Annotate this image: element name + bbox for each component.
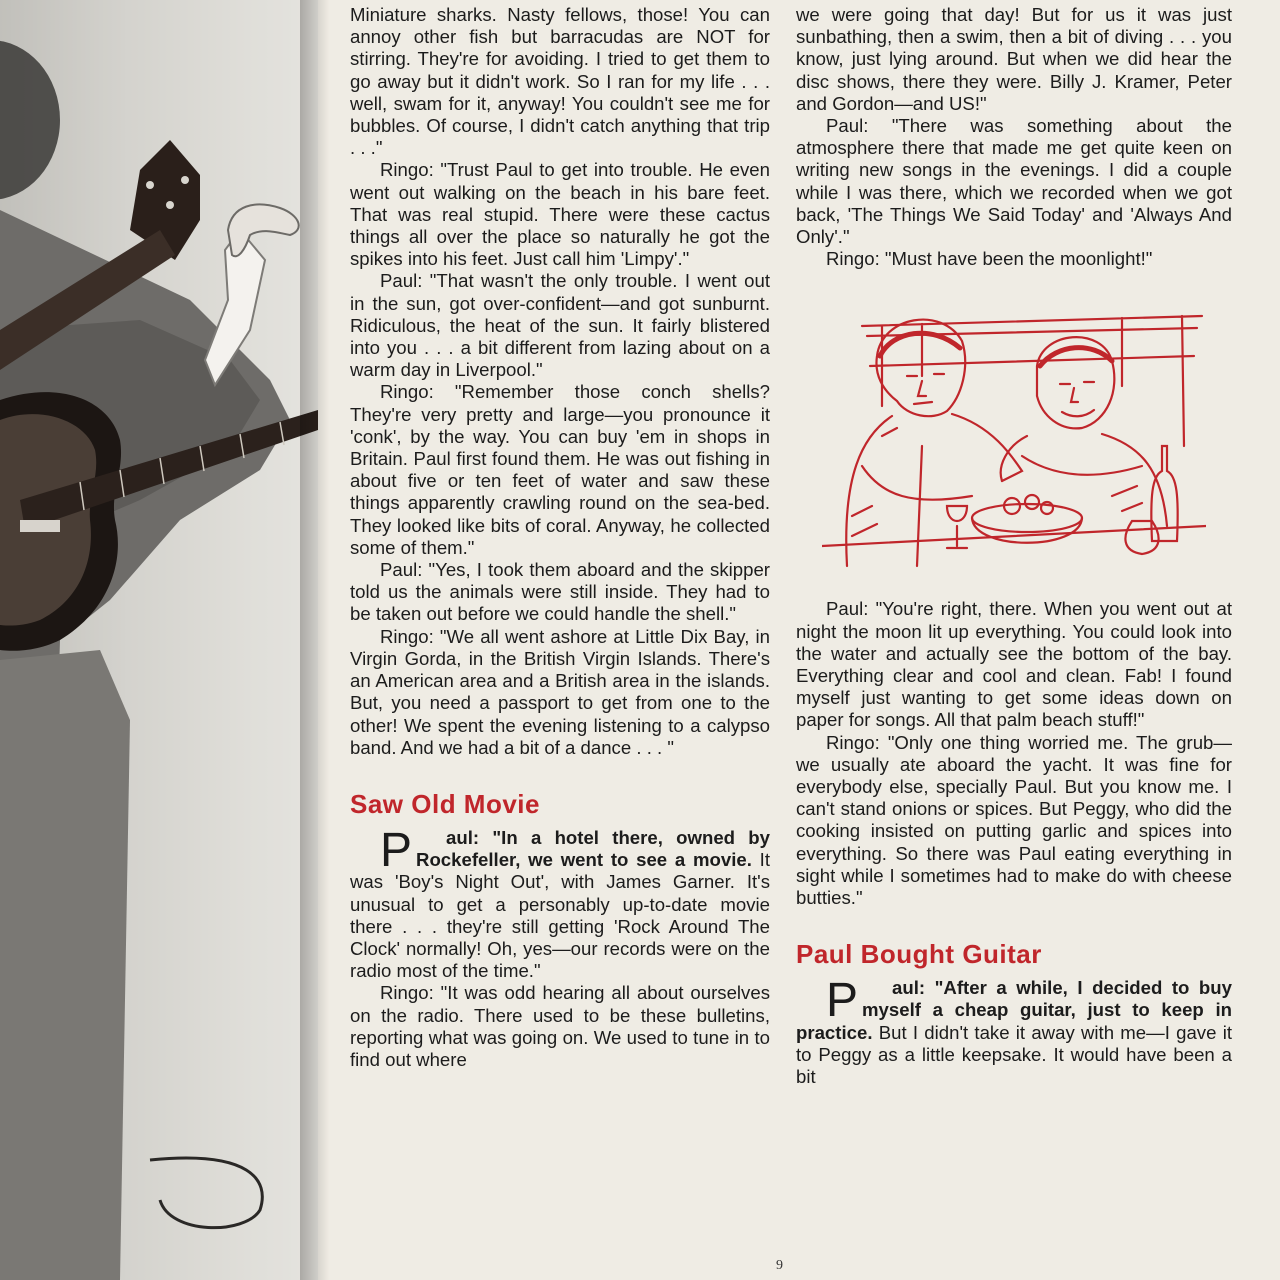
page-number: 9 <box>776 1258 783 1273</box>
lead-text: It was 'Boy's Night Out', with James Garner. It's unusual to get a personably up-to-date movie there . . . they're still getting 'Rock Around The Clock' normally! Oh, yes—our records were on the radio most of the time." <box>350 849 770 982</box>
subheading-paul-bought-guitar: Paul Bought Guitar <box>796 939 1042 970</box>
text-column-left <box>350 4 770 1071</box>
lead-bold-text: aul: "After a while, I decided to buy myself a cheap guitar, just to keep in practice. <box>796 977 1232 1043</box>
paragraph: Miniature sharks. Nasty fellows, those! You can annoy other fish but barracudas are NOT for stirring. They're for avoiding. I tried to get them to go away but it didn't work. So I ran for my life . . . well, swam for it, anyway! You couldn't see me for bubbles. Of course, I didn't catch anything that trip . . ." <box>350 4 770 159</box>
paragraph: Paul: "There was something about the atmosphere there that made me get quite keen on writing new songs in the evenings. I did a couple while I was there, which we recorded when we got back, 'The Things We Said Today' and 'Always And Only'." <box>796 115 1232 248</box>
paragraph: Ringo: "Trust Paul to get into trouble. He even went out walking on the beach in his bare feet. That was real stupid. There were these cactus things all over the place so naturally he got the spikes into his feet. Just call him 'Limpy'." <box>350 159 770 270</box>
magazine-page <box>318 0 1280 1280</box>
paragraph: Paul: "That wasn't the only trouble. I went out in the sun, got over-confident—and got sunburnt. Ridiculous, the heat of the sun. It fairly blistered into you . . . a bit different from lazing about on a warm day in Liverpool." <box>350 270 770 381</box>
lead-paragraph <box>796 974 1232 1088</box>
lead-paragraph <box>350 823 770 982</box>
paragraph: Ringo: "It was odd hearing all about ourselves on the radio. There used to be these bulletins, reporting what was going on. We used to tune in to find out where <box>350 982 770 1070</box>
text-column-right <box>796 4 1232 1088</box>
guitarist-photo <box>0 0 318 1280</box>
photo-page <box>0 0 318 1280</box>
subheading-saw-old-movie: Saw Old Movie <box>350 788 540 819</box>
lead-bold-text: aul: "In a hotel there, owned by Rockefeller, we went to see a movie. <box>416 826 770 871</box>
paragraph: Ringo: "Must have been the moonlight!" <box>826 248 1153 270</box>
lead-text: But I didn't take it away with me—I gave it to Peggy as a little keepsake. It would have been a bit <box>796 1021 1232 1088</box>
drop-cap: P <box>380 823 413 877</box>
paragraph: Ringo: "We all went ashore at Little Dix Bay, in Virgin Gorda, in the British Virgin Islands. There's an American area and a British area in the islands. But, you need a passport to get from one to the other! We spent the evening listening to a calypso band. And we had a bit of a dance . . . " <box>350 625 770 758</box>
illustration-paul-ringo-dinner <box>822 296 1206 576</box>
paragraph: Ringo: "Only one thing worried me. The grub—we usually ate aboard the yacht. It was fine for everybody else, specially Paul. But you know me. I can't stand onions or spices. But Peggy, who did the cooking insisted on putting garlic and spices into everything. So there was Paul eating everything in sight while I sometimes had to make do with cheese butties." <box>796 731 1232 909</box>
paragraph: Ringo: "Remember those conch shells? They're very pretty and large—you pronounce it 'conk', by the way. You can buy 'em in shops in Britain. Paul first found them. He was out fishing in about five or ten feet of water and saw these things apparently crawling round on the sea-bed. They looked like bits of coral. Anyway, he collected some of them." <box>350 381 770 558</box>
paragraph: Paul: "You're right, there. When you went out at night the moon lit up everything. You could look into the water and actually see the bottom of the bay. Everything clear and cool and clean. Fab! I found myself just wanting to get some ideas down on paper for songs. All that palm beach stuff!" <box>796 598 1232 731</box>
paragraph: Paul: "Yes, I took them aboard and the skipper told us the animals were still inside. They had to be taken out before we could handle the shell." <box>350 559 770 625</box>
drop-cap: P <box>826 974 859 1028</box>
paragraph: we were going that day! But for us it was just sunbathing, then a swim, then a bit of diving . . . you know, just lying around. But when we did hear the disc shows, there they were. Billy J. Kramer, Peter and Gordon—and US!" <box>796 4 1232 114</box>
